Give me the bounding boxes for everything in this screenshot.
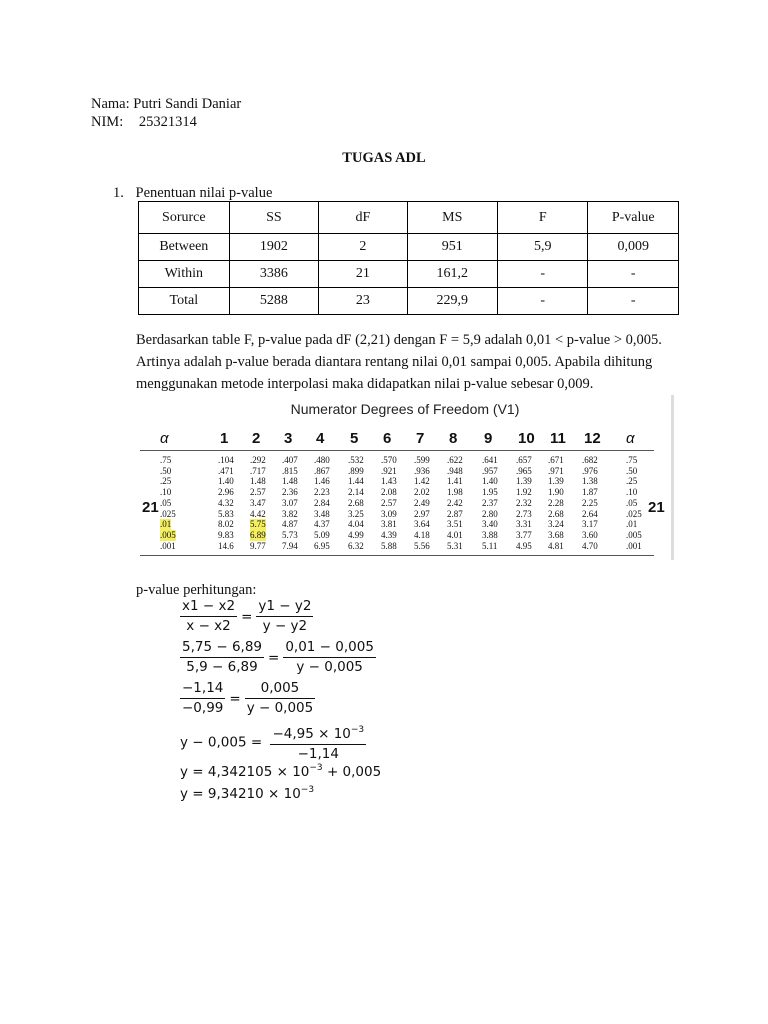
f-value-cell: 2.80	[482, 508, 498, 519]
denominator: y − 0,005	[283, 657, 376, 677]
table-cell: -	[588, 261, 679, 288]
alpha-header-left: α	[160, 430, 169, 447]
fraction	[283, 638, 376, 677]
numerator: 5,75 − 6,89	[182, 639, 263, 655]
f-value-cell: .657	[516, 455, 532, 465]
fraction	[256, 597, 313, 636]
f-value-cell: 5.88	[381, 540, 397, 551]
header-cell: SS	[229, 202, 318, 234]
exponent: −3	[350, 725, 365, 735]
column-header: 6	[383, 430, 392, 447]
f-value-cell: 3.64	[414, 519, 430, 530]
alpha-value-right: .10	[626, 487, 638, 498]
denominator: 5,9 − 6,89	[180, 657, 264, 677]
f-value-cell: 3.07	[282, 497, 298, 508]
f-value-cell: 1.95	[482, 487, 498, 498]
table-cell: 5,9	[498, 234, 588, 261]
alpha-value-left: .005	[160, 529, 176, 540]
f-value-cell: 2.57	[381, 497, 397, 508]
numerator: y1 − y2	[258, 598, 312, 614]
item-heading: Penentuan nilai p-value	[135, 185, 273, 201]
f-table-image	[136, 395, 674, 560]
table-row	[139, 261, 679, 288]
f-value-cell: 1.43	[381, 476, 397, 487]
nim-label: NIM:	[91, 114, 124, 130]
alpha-value-left: .25	[160, 476, 172, 487]
alpha-value-right: .025	[626, 508, 642, 519]
f-value-cell: 4.42	[250, 508, 266, 519]
table-cell: Between	[139, 234, 230, 261]
f-value-cell: 3.81	[381, 519, 397, 530]
f-value-cell: 6.89	[250, 529, 266, 540]
paragraph-line: Artinya adalah p-value berada diantara rentang nilai 0,01 sampai 0,005. Apabila dihitung	[136, 354, 653, 370]
f-value-cell: .532	[348, 455, 364, 465]
f-value-cell: 1.87	[582, 487, 598, 498]
alpha-value-right: .005	[626, 529, 642, 540]
f-value-cell: .671	[548, 455, 564, 465]
numerator	[270, 721, 366, 744]
equation-lhs: y − 0,005 =	[180, 734, 263, 751]
alpha-value-right: .25	[626, 476, 638, 487]
fraction	[180, 597, 237, 636]
f-value-cell: .717	[250, 465, 266, 476]
table-row	[139, 234, 679, 261]
table-cell: 161,2	[407, 261, 498, 288]
item-number: 1.	[113, 185, 124, 201]
f-value-cell: 9.83	[218, 529, 234, 540]
f-value-cell: 4.95	[516, 540, 532, 551]
f-value-cell: 5.73	[282, 529, 298, 540]
f-value-cell: 2.68	[548, 508, 564, 519]
f-table-bottom-rule	[140, 555, 654, 556]
f-value-cell: .471	[218, 465, 234, 476]
f-value-cell: 3.40	[482, 519, 498, 530]
paragraph-line: menggunakan metode interpolasi maka didapatkan nilai p-value sebesar 0,009.	[136, 376, 594, 392]
df-label-right: 21	[648, 499, 665, 516]
f-value-cell: 2.37	[482, 497, 498, 508]
alpha-value-right: .05	[626, 497, 638, 508]
name-line	[91, 95, 241, 113]
equation-4	[180, 721, 366, 764]
f-value-cell: 4.70	[582, 540, 598, 551]
alpha-value-left: .025	[160, 508, 176, 519]
f-value-cell: 4.01	[447, 529, 463, 540]
table-cell: 229,9	[407, 288, 498, 315]
f-value-cell: 5.11	[482, 540, 498, 551]
denominator: −1,14	[270, 744, 366, 764]
numerator: 0,01 − 0,005	[285, 639, 374, 655]
f-value-cell: 8.02	[218, 519, 234, 530]
header-cell: P-value	[588, 202, 679, 234]
column-header: 4	[316, 430, 325, 447]
f-value-cell: .480	[314, 455, 330, 465]
exponent: −3	[300, 785, 315, 795]
f-value-cell: 9.77	[250, 540, 266, 551]
numerator: 0,005	[260, 680, 300, 696]
column-header: 1	[220, 430, 229, 447]
column-header: 8	[449, 430, 458, 447]
anova-table	[138, 201, 679, 315]
table-cell: 23	[319, 288, 407, 315]
f-value-cell: 3.68	[548, 529, 564, 540]
f-value-cell: 6.32	[348, 540, 364, 551]
f-value-cell: 1.90	[548, 487, 564, 498]
table-cell: Within	[139, 261, 230, 288]
paragraph-line: Berdasarkan table F, p-value pada dF (2,21) dengan F = 5,9 adalah 0,01 < p-value > 0,005.	[136, 332, 662, 348]
f-value-cell: .971	[548, 465, 564, 476]
table-cell: 21	[319, 261, 407, 288]
header-cell: MS	[407, 202, 498, 234]
f-value-cell: .921	[381, 465, 397, 476]
image-edge	[671, 395, 674, 560]
f-value-cell: 1.46	[314, 476, 330, 487]
f-value-cell: 2.68	[348, 497, 364, 508]
f-value-cell: .948	[447, 465, 463, 476]
table-header-row	[139, 202, 679, 234]
header-cell: dF	[319, 202, 407, 234]
column-header: 5	[350, 430, 359, 447]
f-value-cell: 2.49	[414, 497, 430, 508]
numerator-base: −4,95 × 10	[272, 726, 351, 742]
f-value-cell: 2.97	[414, 508, 430, 519]
exponent: −3	[309, 763, 323, 773]
f-value-cell: 4.39	[381, 529, 397, 540]
alpha-value-left: .75	[160, 455, 172, 465]
denominator: −0,99	[182, 700, 224, 716]
table-cell: 1902	[229, 234, 318, 261]
alpha-value-left: .001	[160, 540, 176, 551]
equation-1: $\frac{x1 - x2}{x - x2}$ = $\frac{y1 - y2}{y - y2}$	[182, 598, 312, 634]
equation-base: y = 9,34210 × 10	[180, 786, 301, 802]
f-value-cell: .599	[414, 455, 430, 465]
alpha-value-right: .001	[626, 540, 642, 551]
f-value-cell: 5.31	[447, 540, 463, 551]
f-value-cell: 4.18	[414, 529, 430, 540]
f-value-cell: 2.32	[516, 497, 532, 508]
column-header: 9	[484, 430, 493, 447]
f-value-cell: .965	[516, 465, 532, 476]
f-value-cell: .641	[482, 455, 498, 465]
f-value-cell: .899	[348, 465, 364, 476]
f-value-cell: 1.92	[516, 487, 532, 498]
numerator: x1 − x2	[182, 598, 236, 614]
f-value-cell: .622	[447, 455, 463, 465]
f-value-cell: 3.48	[314, 508, 330, 519]
f-value-cell: 4.99	[348, 529, 364, 540]
f-value-cell: 2.28	[548, 497, 564, 508]
alpha-header-right: α	[626, 430, 635, 447]
f-value-cell: 5.56	[414, 540, 430, 551]
f-value-cell: 3.47	[250, 497, 266, 508]
f-value-cell: 2.36	[282, 487, 298, 498]
table-cell: -	[588, 288, 679, 315]
f-value-cell: 2.84	[314, 497, 330, 508]
column-header: 10	[518, 430, 535, 447]
table-cell: -	[498, 261, 588, 288]
f-value-cell: 3.60	[582, 529, 598, 540]
f-value-cell: 1.48	[250, 476, 266, 487]
equation-3: $\frac{-1,14}{-0,99}$ = $\frac{0,005}{y - 0,005}$	[182, 680, 314, 716]
f-value-cell: 3.31	[516, 519, 532, 530]
equation-2: $\frac{5,75 - 6,89}{5,9 - 6,89}$ = $\frac{0,01 - 0,005}{y - 0,005}$	[182, 639, 374, 675]
f-value-cell: .682	[582, 455, 598, 465]
f-value-cell: 2.23	[314, 487, 330, 498]
f-value-cell: 1.39	[548, 476, 564, 487]
alpha-value-left: .01	[160, 519, 172, 530]
f-value-cell: 4.04	[348, 519, 364, 530]
name-label: Nama:	[91, 96, 130, 112]
header-cell: F	[498, 202, 588, 234]
equation-6	[180, 785, 314, 802]
f-value-cell: 3.88	[482, 529, 498, 540]
f-value-cell: 5.83	[218, 508, 234, 519]
denominator: y − 0,005	[246, 700, 314, 716]
alpha-value-left: .50	[160, 465, 172, 476]
f-value-cell: 1.98	[447, 487, 463, 498]
f-value-cell: 3.09	[381, 508, 397, 519]
alpha-value-right: .01	[626, 519, 638, 530]
f-value-cell: 1.40	[482, 476, 498, 487]
document-title: TUGAS ADL	[342, 150, 426, 166]
f-value-cell: .292	[250, 455, 266, 465]
f-value-cell: 7.94	[282, 540, 298, 551]
f-value-cell: 4.37	[314, 519, 330, 530]
f-value-cell: 2.14	[348, 487, 364, 498]
f-value-cell: 2.02	[414, 487, 430, 498]
f-value-cell: 2.64	[582, 508, 598, 519]
f-value-cell: .936	[414, 465, 430, 476]
alpha-value-left: .05	[160, 497, 172, 508]
numerator: −1,14	[182, 680, 224, 696]
f-value-cell: 4.32	[218, 497, 234, 508]
f-value-cell: 4.87	[282, 519, 298, 530]
table-cell: 5288	[229, 288, 318, 315]
f-value-cell: 1.40	[218, 476, 234, 487]
column-header: 2	[252, 430, 261, 447]
alpha-value-right: .75	[626, 455, 638, 465]
f-value-cell: .407	[282, 455, 298, 465]
f-value-cell: 3.24	[548, 519, 564, 530]
f-value-cell: 3.77	[516, 529, 532, 540]
f-value-cell: .570	[381, 455, 397, 465]
f-value-cell: 14.6	[218, 540, 234, 551]
f-value-cell: 3.51	[447, 519, 463, 530]
equation-5	[180, 763, 381, 780]
f-value-cell: 2.42	[447, 497, 463, 508]
table-cell: 3386	[229, 261, 318, 288]
column-header: 11	[550, 430, 566, 447]
item-1-heading	[113, 184, 272, 202]
f-value-cell: 1.39	[516, 476, 532, 487]
f-value-cell: .867	[314, 465, 330, 476]
nim-line	[91, 113, 197, 131]
denominator: x − x2	[180, 616, 237, 636]
column-header: 7	[416, 430, 425, 447]
table-cell: 0,009	[588, 234, 679, 261]
f-value-cell: 2.73	[516, 508, 532, 519]
table-cell: 951	[407, 234, 498, 261]
f-value-cell: 2.08	[381, 487, 397, 498]
name-value: Putri Sandi Daniar	[133, 96, 242, 112]
f-value-cell: 1.42	[414, 476, 430, 487]
fraction	[245, 679, 316, 718]
equation-base: y = 4,342105 × 10	[180, 764, 310, 780]
f-value-cell: .104	[218, 455, 234, 465]
f-table-header-row	[136, 430, 674, 450]
alpha-value-left: .10	[160, 487, 172, 498]
f-value-cell: 3.17	[582, 519, 598, 530]
header-cell: Sorurce	[139, 202, 230, 234]
f-value-cell: 3.82	[282, 508, 298, 519]
alpha-value-right: .50	[626, 465, 638, 476]
f-value-cell: 6.95	[314, 540, 330, 551]
fraction	[270, 721, 366, 764]
f-value-cell: 2.57	[250, 487, 266, 498]
f-value-cell: .976	[582, 465, 598, 476]
f-value-cell: 3.25	[348, 508, 364, 519]
column-header: 12	[584, 430, 601, 447]
nim-value: 25321314	[138, 114, 197, 130]
f-value-cell: 5.75	[250, 519, 266, 530]
table-cell: Total	[139, 288, 230, 315]
fraction	[180, 679, 225, 718]
table-cell: -	[498, 288, 588, 315]
column-header: 3	[284, 430, 293, 447]
table-cell: 2	[319, 234, 407, 261]
f-value-cell: 2.25	[582, 497, 598, 508]
f-table-title: Numerator Degrees of Freedom (V1)	[290, 401, 520, 417]
equation-tail: + 0,005	[322, 764, 382, 780]
f-value-cell: 1.48	[282, 476, 298, 487]
denominator: y − y2	[256, 616, 313, 636]
calc-label: p-value perhitungan:	[136, 582, 257, 598]
fraction	[180, 638, 264, 677]
f-value-cell: 4.81	[548, 540, 564, 551]
f-value-cell: 1.44	[348, 476, 364, 487]
df-label-left: 21	[142, 499, 159, 516]
f-table-header-rule	[140, 450, 654, 451]
f-value-cell: 5.09	[314, 529, 330, 540]
f-value-cell: 2.87	[447, 508, 463, 519]
f-value-cell: .957	[482, 465, 498, 476]
f-value-cell: 2.96	[218, 487, 234, 498]
table-row	[139, 288, 679, 315]
f-value-cell: 1.41	[447, 476, 463, 487]
f-value-cell: .815	[282, 465, 298, 476]
f-value-cell: 1.38	[582, 476, 598, 487]
